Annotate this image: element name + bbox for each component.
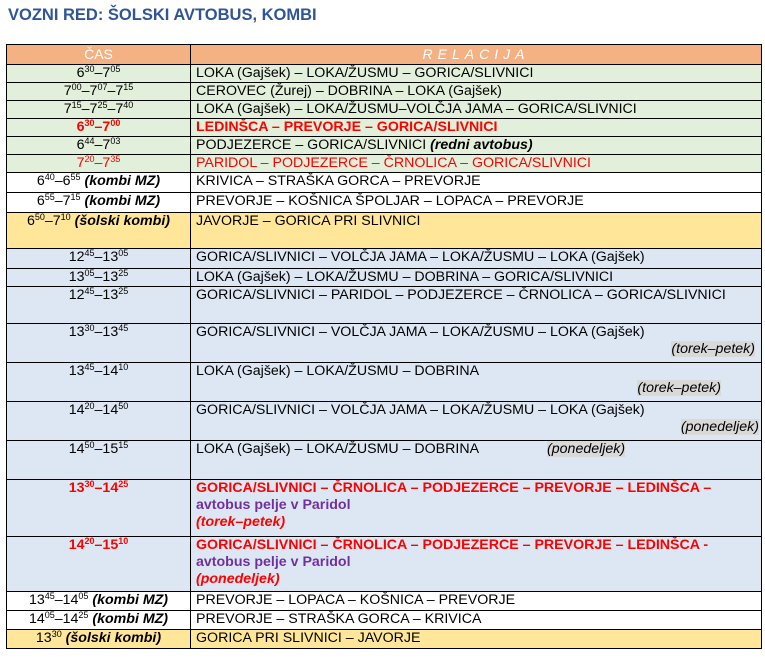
table-row <box>7 537 762 592</box>
table-row <box>7 324 762 363</box>
day-note: (ponedeljek) <box>547 441 626 457</box>
route-cell: KRIVICA – STRAŠKA GORCA – PREVORJE <box>191 173 762 193</box>
time-cell: $7^{00}-7^{07}-7^{15}$ <box>7 83 191 101</box>
table-row <box>7 193 762 213</box>
route-cell: LEDINŠCA – PREVORJE – GORICA/SLIVNICI <box>191 119 762 137</box>
time-cell: $12^{45}-13^{05}$ <box>7 249 191 269</box>
table-row <box>7 630 762 649</box>
header-route: RELACIJA <box>191 45 762 65</box>
route-cell: LOKA (Gajšek) – LOKA/ŽUSMU – GORICA/SLIVNICI <box>191 65 762 83</box>
time-cell: $13^{05}-13^{25}$ <box>7 269 191 287</box>
time-cell: $6^{50}-7^{10}$ (šolski kombi) <box>7 213 191 249</box>
route-cell: LOKA (Gajšek) – LOKA/ŽUSMU–VOLČJA JAMA – GORICA/SLIVNICI <box>191 101 762 119</box>
table-row <box>7 269 762 287</box>
route-cell: GORICA/SLIVNICI – ČRNOLICA – PODJEZERCE – PREVORJE – LEDINŠCA - avtobus pelje v Paridol (ponedeljek) <box>191 537 762 592</box>
table-row <box>7 65 762 83</box>
time-cell: $13^{30}-13^{45}$ <box>7 324 191 363</box>
time-cell: $14^{20}-14^{50}$ <box>7 402 191 441</box>
table-row <box>7 441 762 480</box>
page-title: VOZNI RED: ŠOLSKI AVTOBUS, KOMBI <box>8 6 317 24</box>
table-row <box>7 101 762 119</box>
table-header <box>7 45 762 65</box>
route-cell: LOKA (Gajšek) – LOKA/ŽUSMU – DOBRINA – GORICA/SLIVNICI <box>191 269 762 287</box>
table-row <box>7 119 762 137</box>
header-time: ČAS <box>7 45 191 65</box>
table-row <box>7 363 762 402</box>
time-cell: $14^{20}-15^{10}$ <box>7 537 191 592</box>
route-cell: PREVORJE – KOŠNICA ŠPOLJAR – LOPACA – PREVORJE <box>191 193 762 213</box>
route-cell: GORICA/SLIVNICI – PARIDOL – PODJEZERCE – ČRNOLICA – GORICA/SLIVNICI <box>191 287 762 324</box>
table-row <box>7 249 762 269</box>
time-cell: $14^{50}-15^{15}$ <box>7 441 191 480</box>
day-note: (ponedeljek) <box>680 419 759 435</box>
table-row <box>7 592 762 611</box>
table-row <box>7 137 762 155</box>
route-cell: JAVORJE – GORICA PRI SLIVNICI <box>191 213 762 249</box>
route-cell: PREVORJE – LOPACA – KOŠNICA – PREVORJE <box>191 592 762 611</box>
time-cell: $6^{55}-7^{15}$ (kombi MZ) <box>7 193 191 213</box>
route-cell: GORICA/SLIVNICI – VOLČJA JAMA – LOKA/ŽUSMU – LOKA (Gajšek) <box>191 249 762 269</box>
time-cell: $12^{45}-13^{25}$ <box>7 287 191 324</box>
route-cell: GORICA/SLIVNICI – VOLČJA JAMA – LOKA/ŽUSMU – LOKA (Gajšek) (ponedeljek) <box>191 402 762 441</box>
time-cell: $6^{44}-7^{03}$ <box>7 137 191 155</box>
day-note: (ponedeljek) <box>196 571 280 587</box>
time-cell: $13^{45}-14^{10}$ <box>7 363 191 402</box>
route-cell: PARIDOL – PODJEZERCE – ČRNOLICA – GORICA/SLIVNICI <box>191 155 762 173</box>
table-row <box>7 287 762 324</box>
day-note: (torek–petek) <box>196 514 286 530</box>
route-cell: LOKA (Gajšek) – LOKA/ŽUSMU – DOBRINA (torek–petek) <box>191 363 762 402</box>
time-cell: $14^{05}-14^{25}$ (kombi MZ) <box>7 611 191 630</box>
timetable <box>6 44 762 649</box>
time-cell: $13^{45}-14^{05}$ (kombi MZ) <box>7 592 191 611</box>
time-cell: $7^{20}-7^{35}$ <box>7 155 191 173</box>
table-row <box>7 173 762 193</box>
time-cell: $6^{30}-7^{00}$ <box>7 119 191 137</box>
time-cell: $7^{15}-7^{25}-7^{40}$ <box>7 101 191 119</box>
time-cell: $6^{30}-7^{05}$ <box>7 65 191 83</box>
time-cell: $6^{40}-6^{55}$ (kombi MZ) <box>7 173 191 193</box>
route-cell: GORICA PRI SLIVNICI – JAVORJE <box>191 630 762 649</box>
table-row <box>7 213 762 249</box>
route-cell: PREVORJE – STRAŠKA GORCA – KRIVICA <box>191 611 762 630</box>
route-cell: LOKA (Gajšek) – LOKA/ŽUSMU – DOBRINA (ponedeljek) <box>191 441 762 480</box>
route-cell: GORICA/SLIVNICI – VOLČJA JAMA – LOKA/ŽUSMU – LOKA (Gajšek) (torek–petek) <box>191 324 762 363</box>
table-row <box>7 611 762 630</box>
day-note: (torek–petek) <box>671 341 755 357</box>
route-cell: PODJEZERCE – GORICA/SLIVNICI (redni avtobus) <box>191 137 762 155</box>
route-note: (redni avtobus) <box>430 137 533 153</box>
route-cell: GORICA/SLIVNICI – ČRNOLICA – PODJEZERCE – PREVORJE – LEDINŠCA – avtobus pelje v Paridol (torek–petek) <box>191 480 762 537</box>
time-cell: $13^{30}-14^{25}$ <box>7 480 191 537</box>
table-row <box>7 83 762 101</box>
table-row <box>7 480 762 537</box>
table-row <box>7 402 762 441</box>
time-cell: $13^{30}$ (šolski kombi) <box>7 630 191 649</box>
table-row <box>7 155 762 173</box>
day-note: (torek–petek) <box>637 380 721 396</box>
route-cell: CEROVEC (Žurej) – DOBRINA – LOKA (Gajšek) <box>191 83 762 101</box>
